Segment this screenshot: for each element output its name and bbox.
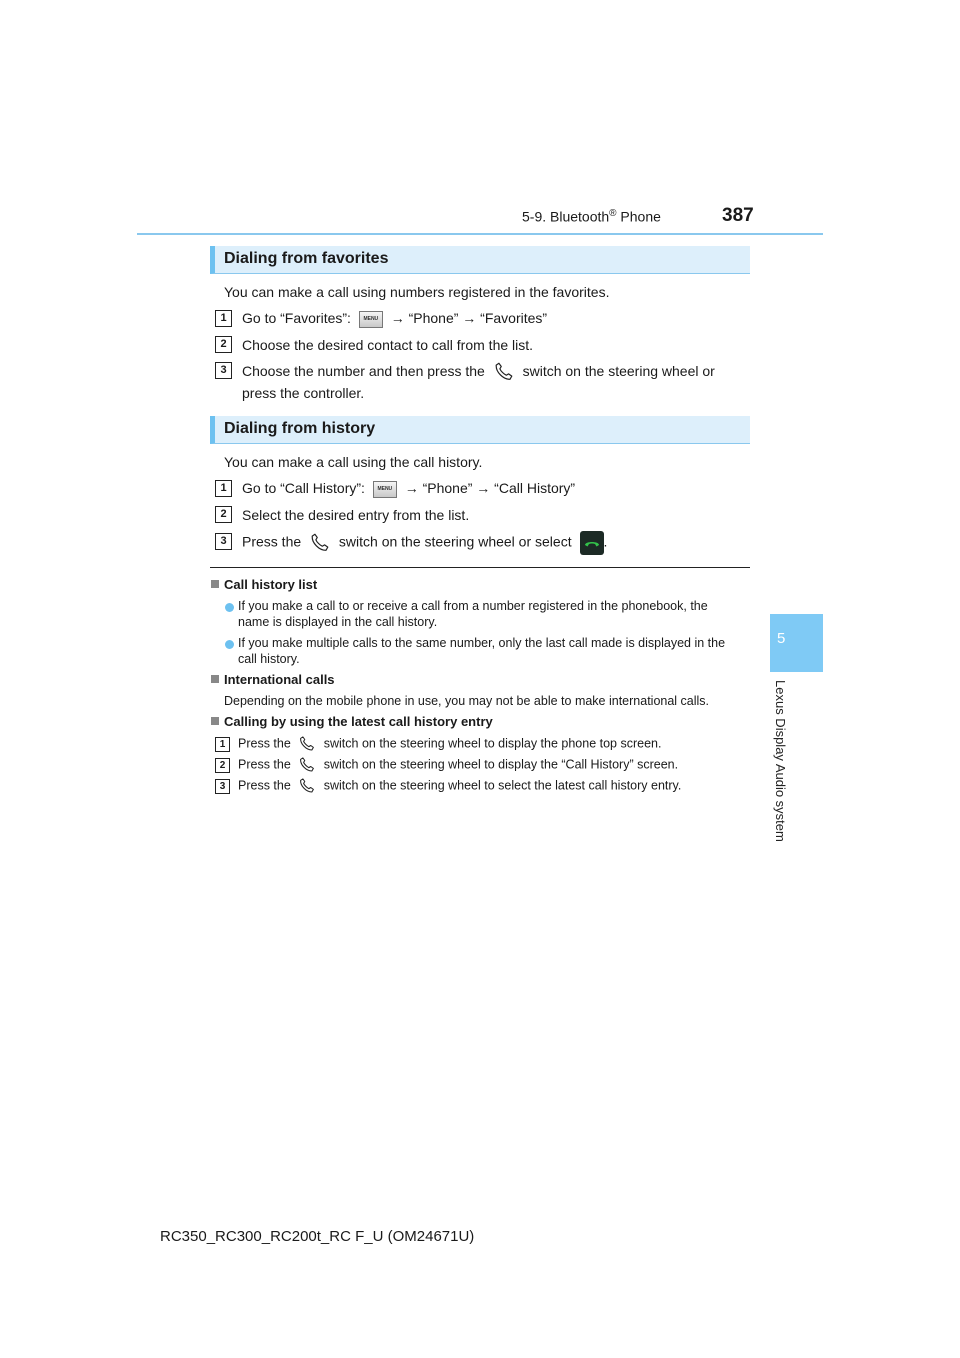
section-title [522,208,661,225]
phone-icon [309,532,331,554]
circle-bullet-icon [225,640,234,649]
footer-model-code: RC350_RC300_RC200t_RC F_U (OM24671U) [160,1228,475,1245]
favorites-intro: You can make a call using numbers registered in the favorites. [224,284,610,300]
history-step-3 [242,531,607,555]
latest-step-1 [238,735,661,753]
note-heading-latest [211,714,493,729]
favorites-step-3-cont: press the controller. [242,385,365,401]
note-line: If you make a call to or receive a call from a number registered in the phonebook, the [238,599,708,613]
chapter-tab-number: 5 [777,630,786,647]
step-text: Go to “Favorites”: [242,310,355,326]
registered-mark: ® [609,208,617,219]
latest-step-3 [238,777,681,795]
note-line: If you make multiple calls to the same number, only the last call made is displayed in the [238,636,726,650]
note-bullet [238,598,750,630]
section-title-prefix: 5-9. Bluetooth [522,208,610,225]
note-text-international: Depending on the mobile phone in use, you may not be able to make international calls. [224,694,710,708]
step-number: 2 [215,336,232,353]
step-text: switch on the steering wheel or select [335,533,576,550]
step-text: switch on the steering wheel to display the “Call History” screen. [320,757,679,772]
call-button-icon [580,531,604,555]
step-number: 3 [215,362,232,379]
step-number: 1 [215,480,232,497]
note-line: name is displayed in the call history. [238,615,438,629]
step-text: switch on the steering wheel or [518,363,715,379]
step-number: 2 [215,506,232,523]
handset-icon [580,531,604,555]
phone-icon [298,756,316,774]
step-text: Press the [238,736,295,751]
menu-icon: MENU [359,311,383,328]
step-text: Press the [242,533,306,550]
favorites-step-1 [242,308,547,329]
favorites-step-3 [242,361,715,383]
favorites-step-2: Choose the desired contact to call from the list. [242,337,534,353]
step-text: Press the [238,778,295,793]
square-bullet-icon [211,717,219,725]
note-heading-call-history [211,577,317,592]
section-title-suffix: Phone [616,208,661,225]
step-text: → “Phone” → “Call History” [400,480,576,496]
notes-divider [210,567,750,568]
note-line: call history. [238,652,300,666]
chapter-label-text: Lexus Display Audio system [773,680,788,842]
step-number: 3 [215,533,232,550]
note-heading-international [211,672,335,687]
step-number: 2 [215,758,230,773]
square-bullet-icon [211,675,219,683]
square-bullet-icon [211,580,219,588]
history-step-2: Select the desired entry from the list. [242,507,470,523]
section-heading-text: Dialing from favorites [224,250,389,267]
step-text: Choose the number and then press the [242,363,489,379]
step-text: Press the [238,757,295,772]
note-bullet [238,635,750,667]
chapter-tab-label [770,680,790,860]
step-number: 1 [215,737,230,752]
history-step-1 [242,478,575,499]
history-intro: You can make a call using the call history. [224,454,483,470]
note-heading-text: Calling by using the latest call history entry [224,714,493,729]
note-heading-text: International calls [224,672,335,687]
note-heading-text: Call history list [224,577,318,592]
step-text: switch on the steering wheel to display the phone top screen. [320,736,662,751]
page-number: 387 [722,205,754,226]
step-number: 3 [215,779,230,794]
circle-bullet-icon [225,603,234,612]
phone-icon [298,777,316,795]
step-text: switch on the steering wheel to select the latest call history entry. [320,778,682,793]
section-heading-text: Dialing from history [224,420,376,437]
step-text: Go to “Call History”: [242,480,369,496]
latest-step-2 [238,756,678,774]
step-number: 1 [215,310,232,327]
section-heading-favorites [210,246,750,274]
step-text: . [603,533,608,550]
step-text: → “Phone” → “Favorites” [386,310,548,326]
phone-icon [298,735,316,753]
header-divider [137,233,823,235]
section-heading-history [210,416,750,444]
phone-icon [493,361,515,383]
menu-icon: MENU [373,481,397,498]
